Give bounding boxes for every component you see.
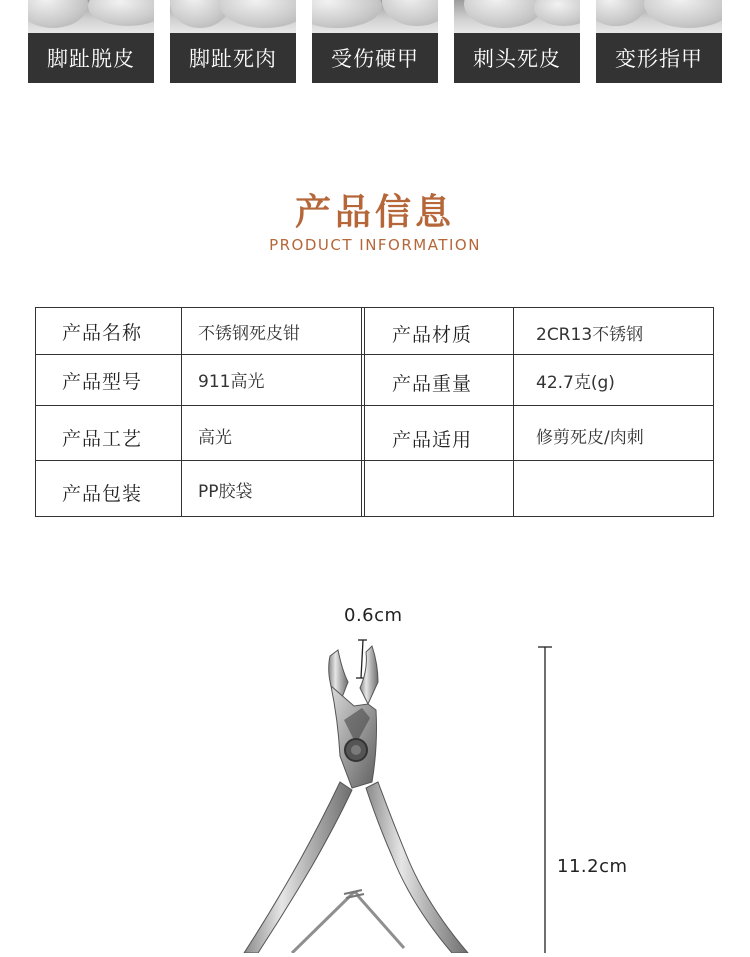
table-key-cell	[392, 461, 512, 516]
table-key-cell: 产品包装	[62, 482, 143, 505]
usage-photo	[28, 0, 154, 33]
usage-label: 刺头死皮	[454, 33, 580, 83]
section-subtitle: PRODUCT INFORMATION	[269, 236, 481, 254]
usage-card	[596, 0, 722, 83]
table-column-divider	[513, 308, 514, 516]
usage-label: 脚趾死肉	[170, 33, 296, 83]
usage-label: 受伤硬甲	[312, 33, 438, 83]
jaw-width-label: 0.6cm	[344, 605, 403, 626]
jaw-dimension-line	[361, 640, 363, 678]
table-key-cell: 产品材质	[392, 323, 473, 346]
length-label: 11.2cm	[557, 856, 628, 877]
usage-card	[28, 0, 154, 83]
table-value-cell: 911高光	[198, 371, 265, 392]
table-value-cell: 2CR13不锈钢	[536, 324, 644, 345]
product-dimension-drawing	[0, 560, 750, 953]
table-value-cell: 42.7克(g)	[536, 372, 615, 393]
usage-case-strip	[0, 0, 750, 84]
table-column-divider	[361, 308, 362, 516]
usage-photo	[312, 0, 438, 33]
usage-photo	[454, 0, 580, 33]
table-key-cell: 产品工艺	[62, 427, 143, 450]
table-key-cell: 产品重量	[392, 372, 473, 395]
usage-photo	[596, 0, 722, 33]
table-value-cell: 高光	[198, 427, 232, 448]
usage-photo	[170, 0, 296, 33]
table-value-cell: PP胶袋	[198, 481, 253, 502]
table-key-cell: 产品型号	[62, 370, 143, 393]
usage-card	[170, 0, 296, 83]
product-info-table	[35, 307, 714, 517]
table-value-cell: 不锈钢死皮钳	[198, 323, 300, 344]
table-column-divider	[364, 308, 365, 516]
usage-label: 脚趾脱皮	[28, 33, 154, 83]
table-value-cell	[536, 461, 706, 516]
table-key-cell: 产品名称	[62, 321, 143, 344]
usage-label: 变形指甲	[596, 33, 722, 83]
table-key-cell: 产品适用	[392, 428, 473, 451]
usage-card	[454, 0, 580, 83]
usage-card	[312, 0, 438, 83]
section-title: 产品信息	[294, 192, 455, 233]
table-value-cell: 修剪死皮/肉刺	[536, 427, 644, 448]
